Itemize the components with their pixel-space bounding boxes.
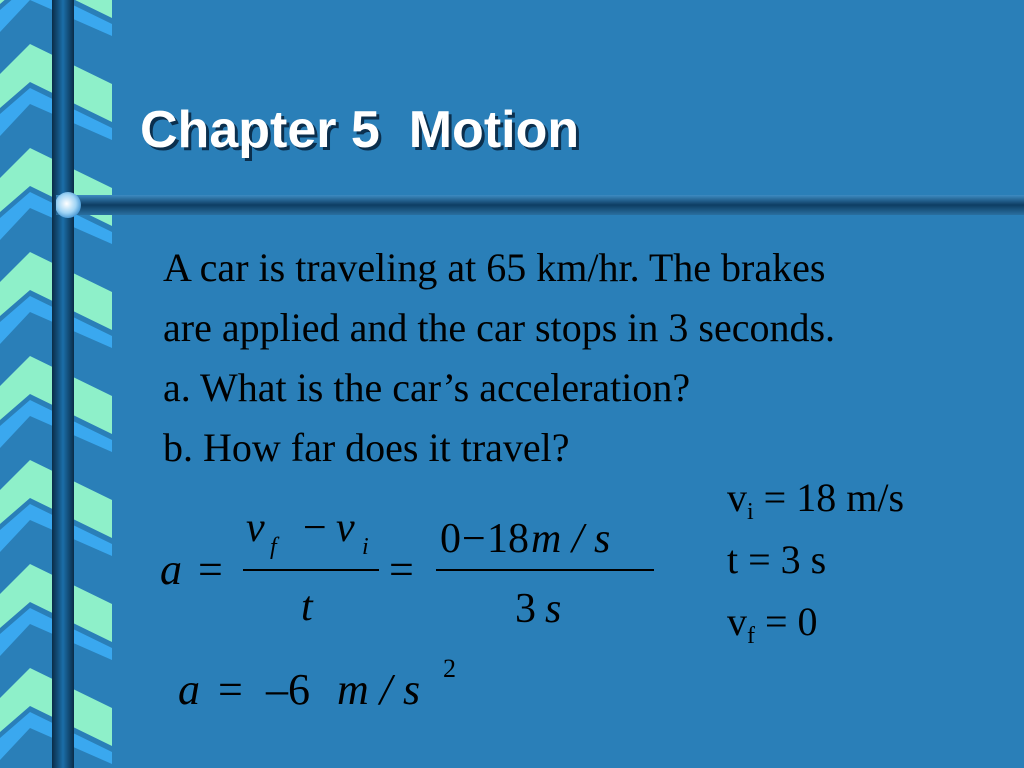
title-divider: [56, 190, 1024, 220]
eq1-num2-zero: 0: [440, 516, 461, 562]
eq1-den2-unit: s: [545, 586, 562, 632]
eq1-num-f-sub: f: [270, 534, 277, 560]
given-vi-sub: i: [747, 499, 754, 525]
problem-line-1: A car is traveling at 65 km/hr. The brakes: [163, 245, 826, 290]
problem-line-4: b. How far does it travel?: [163, 425, 570, 470]
eq2-value: –6: [266, 665, 310, 714]
problem-line-3: a. What is the car’s acceleration?: [163, 365, 691, 410]
eq1-num2-minus: −: [462, 516, 486, 562]
eq1-lhs: a: [160, 545, 182, 594]
eq2-unit: m / s: [337, 665, 421, 714]
slide-title: Chapter 5 Motion: [140, 101, 580, 159]
given-vi-symbol: v: [727, 475, 747, 520]
eq2-equals: =: [218, 665, 243, 714]
eq1-num2-unit: m / s: [531, 516, 611, 562]
eq2-exponent: 2: [443, 654, 456, 683]
eq1-num-i-sub: i: [362, 534, 369, 560]
eq1-fraction-bar: [243, 569, 379, 571]
problem-line-2: are applied and the car stops in 3 seconds.: [163, 305, 836, 350]
eq1-num2-value: 18: [487, 516, 529, 562]
eq1-num-minus: −: [303, 505, 327, 551]
eq1-num-v2: v: [336, 505, 355, 551]
eq1-equals: =: [198, 545, 223, 594]
given-final-velocity: [727, 599, 818, 649]
eq1-den-t: t: [301, 584, 313, 630]
given-initial-velocity: [727, 475, 905, 525]
eq2-lhs: a: [178, 665, 200, 714]
eq1-den2-value: 3: [515, 586, 536, 632]
given-vf-sub: f: [747, 623, 755, 649]
ribbon-border: [0, 0, 112, 768]
given-vf-symbol: v: [727, 599, 747, 644]
given-time: t = 3 s: [727, 537, 827, 582]
given-vi-value: = 18 m/s: [753, 475, 905, 520]
eq1-equals-2: =: [389, 545, 414, 594]
eq1-fraction-bar-2: [436, 569, 654, 571]
eq1-num-v: v: [246, 505, 265, 551]
given-vf-value: = 0: [755, 599, 818, 644]
